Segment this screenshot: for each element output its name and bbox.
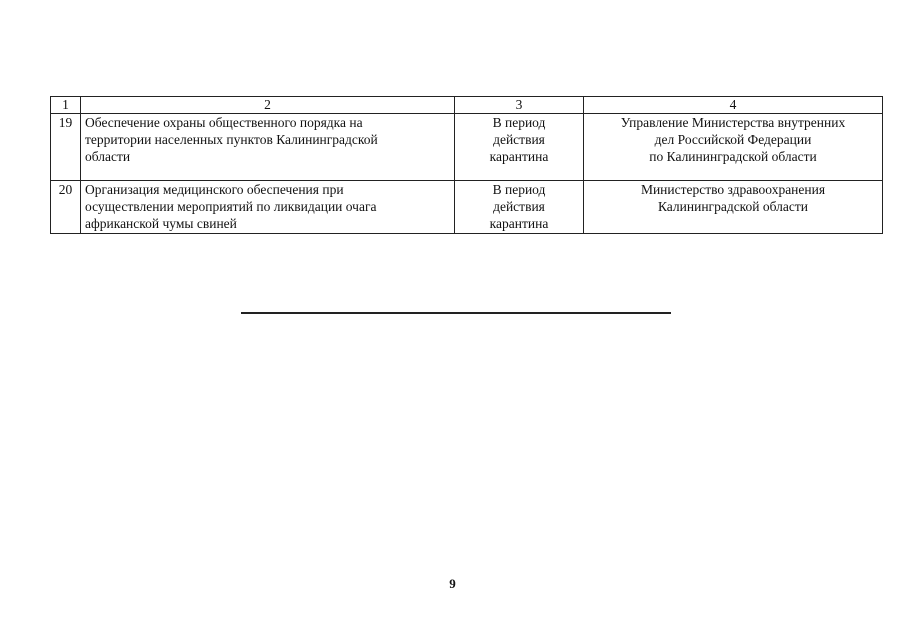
action-line: области <box>85 149 131 164</box>
period-line: карантина <box>489 216 549 231</box>
action-line: территории населенных пунктов Калининградской <box>85 132 378 147</box>
column-header-action: 2 <box>81 97 455 114</box>
responsible-line: Министерство здравоохранения <box>640 182 826 197</box>
responsible-line: Управление Министерства внутренних <box>620 115 846 130</box>
table-row <box>51 181 883 234</box>
period-cell <box>455 114 584 181</box>
responsible-cell <box>584 114 883 181</box>
row-number: 20 <box>51 181 81 234</box>
period-line: действия <box>493 132 545 147</box>
action-cell <box>81 114 455 181</box>
table-header-row <box>51 97 883 114</box>
responsible-line: по Калининградской области <box>649 149 817 164</box>
action-cell <box>81 181 455 234</box>
column-header-number: 1 <box>51 97 81 114</box>
action-line: африканской чумы свиней <box>85 216 237 231</box>
column-header-responsible: 4 <box>584 97 883 114</box>
action-line: Обеспечение охраны общественного порядка на <box>85 115 363 130</box>
page-number: 9 <box>449 576 456 591</box>
row-number: 19 <box>51 114 81 181</box>
period-cell <box>455 181 584 234</box>
table-row <box>51 114 883 181</box>
action-line: осуществлении мероприятий по ликвидации очага <box>85 199 377 214</box>
period-line: В период <box>492 182 546 197</box>
responsible-cell <box>584 181 883 234</box>
responsible-line: дел Российской Федерации <box>654 132 812 147</box>
period-line: действия <box>493 199 545 214</box>
period-line: В период <box>492 115 546 130</box>
end-of-table-rule <box>241 312 671 314</box>
responsible-line: Калининградской области <box>657 199 809 214</box>
period-line: карантина <box>489 149 549 164</box>
action-line: Организация медицинского обеспечения при <box>85 182 344 197</box>
column-header-period: 3 <box>455 97 584 114</box>
measures-table <box>50 96 883 234</box>
